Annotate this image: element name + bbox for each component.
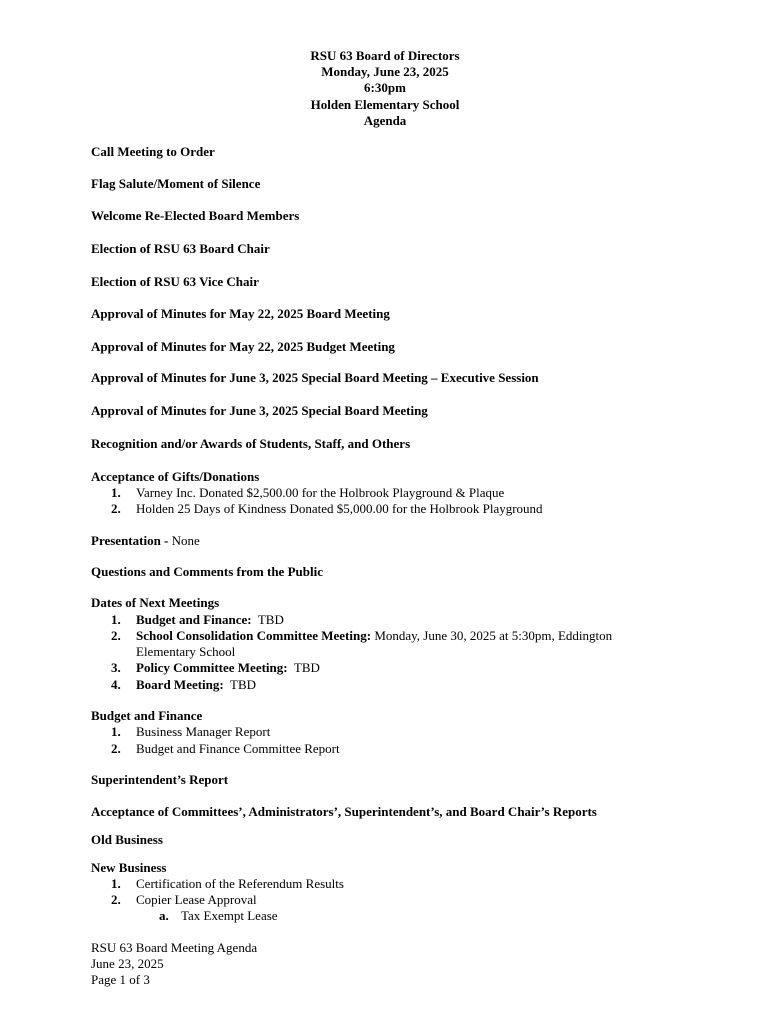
agenda-item-minutes-may-budget: Approval of Minutes for May 22, 2025 Budget Meeting (91, 339, 395, 354)
list-item (159, 908, 659, 924)
agenda-header (0, 48, 770, 129)
agenda-item-old-business: Old Business (91, 832, 163, 847)
list-item (111, 612, 671, 628)
list-number: 2. (111, 741, 121, 756)
meeting-label: Budget and Finance: (136, 612, 252, 627)
list-item (111, 741, 671, 757)
presentation-label: Presentation - (91, 533, 169, 548)
list-number: 1. (111, 485, 121, 500)
board-title: RSU 63 Board of Directors (310, 48, 460, 63)
list-text: Varney Inc. Donated $2,500.00 for the Holbrook Playground & Plaque (136, 485, 505, 500)
agenda-item-welcome: Welcome Re-Elected Board Members (91, 208, 300, 223)
agenda-item-budget-finance: Budget and Finance (91, 708, 203, 723)
list-number: 2. (111, 501, 121, 516)
list-number: 1. (111, 612, 121, 627)
meeting-label: School Consolidation Committee Meeting: (136, 628, 372, 643)
list-item (111, 485, 671, 501)
meeting-location: Holden Elementary School (310, 96, 460, 112)
meeting-label: Board Meeting: (136, 677, 224, 692)
list-text: Holden 25 Days of Kindness Donated $5,000.00 for the Holbrook Playground (136, 501, 543, 516)
list-item (111, 677, 671, 693)
meeting-date: Monday, June 23, 2025 (321, 64, 449, 80)
list-text: Business Manager Report (136, 724, 271, 739)
list-number: 2. (111, 892, 121, 907)
list-text: Certification of the Referendum Results (136, 876, 344, 891)
list-text: Budget and Finance Committee Report (136, 741, 340, 756)
agenda-item-new-business: New Business (91, 860, 167, 875)
list-number: 1. (111, 876, 121, 891)
list-text: Tax Exempt Lease (181, 908, 278, 923)
agenda-item-election-chair: Election of RSU 63 Board Chair (91, 241, 270, 256)
list-item (111, 501, 671, 517)
meeting-value: TBD (251, 612, 284, 627)
agenda-item-superintendent: Superintendent’s Report (91, 772, 229, 787)
agenda-item-minutes-may-board: Approval of Minutes for May 22, 2025 Board Meeting (91, 306, 390, 321)
agenda-item-presentation (91, 533, 691, 549)
footer-date: June 23, 2025 (91, 956, 164, 972)
agenda-item-minutes-june-special: Approval of Minutes for June 3, 2025 Special Board Meeting (91, 403, 428, 418)
footer-page-number: Page 1 of 3 (91, 972, 150, 988)
meeting-value: Monday, June 30, 2025 at 5:30pm, Eddington (371, 628, 613, 643)
list-letter: a. (159, 908, 169, 923)
list-item (111, 876, 671, 892)
presentation-value: None (168, 533, 200, 548)
agenda-item-gifts: Acceptance of Gifts/Donations (91, 469, 260, 484)
list-item (111, 660, 671, 676)
agenda-item-acceptance-reports: Acceptance of Committees’, Administrators’, Superintendent’s, and Board Chair’s Reports (91, 804, 597, 819)
agenda-item-questions: Questions and Comments from the Public (91, 564, 323, 579)
footer-doc-title: RSU 63 Board Meeting Agenda (91, 940, 258, 955)
list-number: 1. (111, 724, 121, 739)
list-item (111, 628, 671, 644)
list-number: 3. (111, 660, 121, 675)
list-text: Copier Lease Approval (136, 892, 257, 907)
meeting-label: Policy Committee Meeting: (136, 660, 288, 675)
meeting-value: TBD (223, 677, 256, 692)
agenda-item-recognition: Recognition and/or Awards of Students, Staff, and Others (91, 436, 411, 451)
meeting-time: 6:30pm (364, 80, 406, 96)
agenda-item-call-to-order: Call Meeting to Order (91, 144, 215, 159)
meeting-value-continued: Elementary School (136, 644, 236, 659)
document-title: Agenda (363, 112, 407, 128)
list-number: 4. (111, 677, 121, 692)
page-footer (91, 940, 257, 989)
agenda-item-minutes-june-exec: Approval of Minutes for June 3, 2025 Special Board Meeting – Executive Session (91, 370, 539, 385)
list-item (111, 724, 671, 740)
agenda-item-election-vice: Election of RSU 63 Vice Chair (91, 274, 259, 289)
list-number: 2. (111, 628, 121, 643)
agenda-item-flag-salute: Flag Salute/Moment of Silence (91, 176, 261, 191)
agenda-item-next-meetings: Dates of Next Meetings (91, 595, 220, 610)
list-item (111, 892, 671, 908)
meeting-value: TBD (287, 660, 320, 675)
